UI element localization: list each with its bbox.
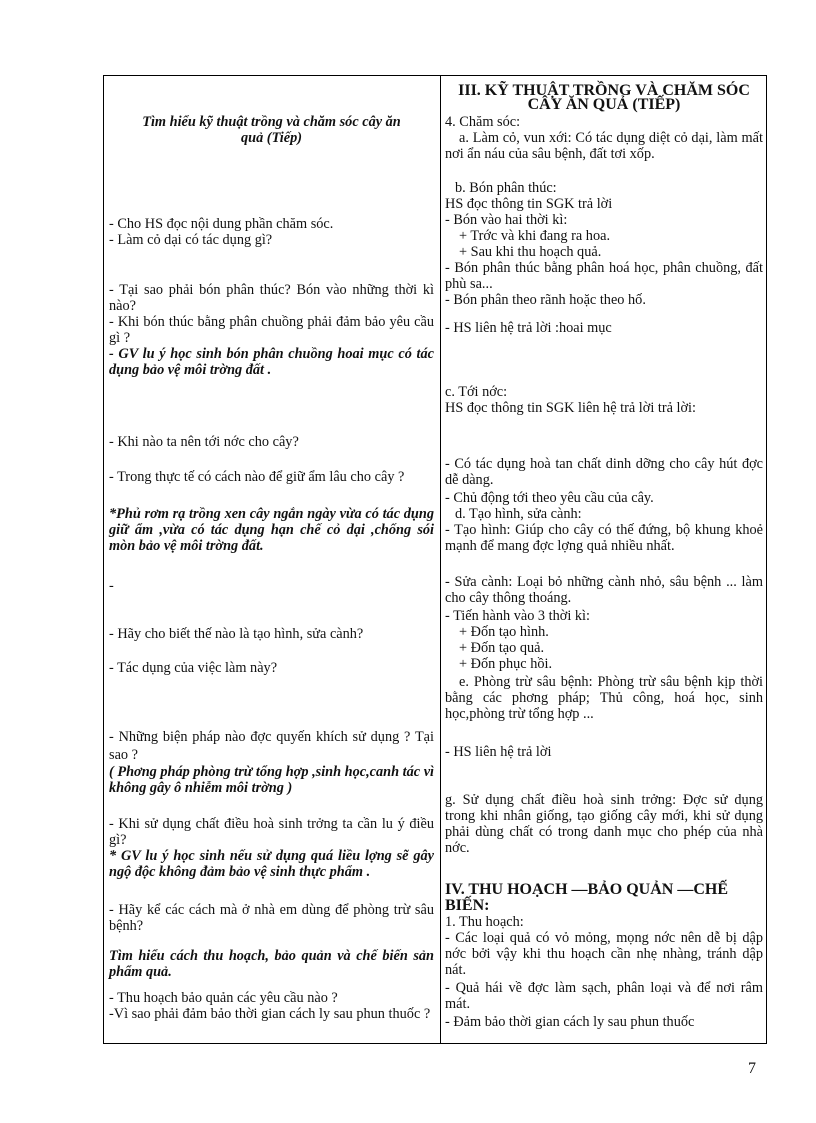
dash-line: -	[109, 578, 114, 594]
subheading: b. Bón phân thúc:	[455, 180, 557, 196]
teacher-note: ( Phơng pháp phòng trừ tổng hợp ,sinh học,canh tác vì không gây ô nhiễm môi trờng )	[109, 764, 435, 796]
section-heading: III. KỸ THUẬT TRỒNG VÀ CHĂM SÓC CÂY ĂN QUẢ (TIẾP)	[458, 82, 750, 113]
content-paragraph: - Đảm bảo thời gian cách ly sau phun thuốc	[445, 1014, 695, 1030]
content-line: - Bón phân theo rãnh hoặc theo hố.	[445, 292, 646, 308]
subheading: 4. Chăm sóc:	[445, 114, 521, 130]
content-paragraph: - Quả hái về đợc làm sạch, phân loại và để nơi râm mát.	[445, 980, 763, 1012]
content-paragraph: - Tạo hình: Giúp cho cây có thế đứng, bộ khung khoẻ mạnh để mang đợc lợng quả nhiều nhất.	[445, 522, 763, 554]
question-line: - Những biện pháp nào đợc quyến khích sử dụng ? Tại sao ?	[109, 729, 434, 763]
content-line: + Trớc và khi đang ra hoa.	[459, 228, 611, 244]
content-paragraph: - Bón phân thúc bằng phân hoá học, phân chuồng, đất phù sa...	[445, 260, 763, 292]
section-title: Tìm hiểu cách thu hoạch, bảo quản và chế biến sản phẩm quả.	[109, 948, 434, 980]
question-line: - Thu hoạch bảo quản các yêu cầu nào ?	[109, 990, 338, 1006]
content-line: + Đốn tạo quả.	[459, 640, 545, 656]
page-number: 7	[748, 1060, 756, 1077]
teacher-note: - GV lu ý học sinh bón phân chuồng hoai mục có tác dụng bảo vệ môi trờng đất .	[109, 346, 434, 378]
content-line: - Bón vào hai thời kì:	[445, 212, 568, 228]
content-line: - HS liên hệ trả lời :hoai mục	[445, 320, 612, 336]
question-line: - Khi sử dụng chất điều hoà sinh trởng ta cần lu ý điều gì?	[109, 816, 434, 848]
question-line: - Khi nào ta nên tới nớc cho cây?	[109, 434, 299, 450]
teacher-note: * GV lu ý học sinh nếu sử dụng quá liều lợng sẽ gây ngộ độc không đảm bảo vệ sinh thực phẩm .	[109, 848, 434, 880]
subheading: c. Tới nớc:	[445, 384, 508, 400]
teacher-note: *Phủ rơm rạ trồng xen cây ngắn ngày vừa có tác dụng giữ ẩm ,vừa có tác dụng hạn chế cỏ dại ,chống sói mòn bảo vệ môi trờng đất.	[109, 506, 434, 554]
subheading: d. Tạo hình, sửa cành:	[455, 506, 582, 522]
content-line: + Đốn phục hồi.	[459, 656, 553, 672]
column-divider	[440, 76, 441, 1043]
question-line: - Hãy kể các cách mà ở nhà em dùng để phòng trừ sâu bệnh?	[109, 902, 434, 934]
question-line: - Trong thực tế có cách nào để giữ ẩm lâu cho cây ?	[109, 469, 405, 485]
question-line: - Tại sao phải bón phân thúc? Bón vào những thời kì nào?	[109, 282, 434, 314]
section-heading: IV. THU HOẠCH —BẢO QUẢN —CHẾ BIẾN:	[445, 881, 728, 914]
content-paragraph: - Sửa cành: Loại bỏ những cành nhỏ, sâu bệnh ... làm cho cây thông thoáng.	[445, 574, 763, 606]
content-line: - Chủ động tới theo yêu cầu của cây.	[445, 490, 654, 506]
content-line: - HS liên hệ trả lời	[445, 744, 552, 760]
content-paragraph: - Các loại quả có vỏ mỏng, mọng nớc nên dễ bị dập nớc bởi vậy khi thu hoạch cần nhẹ nhàng, tránh dập nát.	[445, 930, 763, 978]
question-line: -Vì sao phải đảm bảo thời gian cách ly sau phun thuốc ?	[109, 1006, 431, 1022]
content-paragraph: e. Phòng trừ sâu bệnh: Phòng trừ sâu bệnh kịp thời bằng các phơng pháp; Thủ công, hoá học, sinh học,phòng trừ tổng hợp ...	[445, 674, 763, 722]
content-table	[103, 75, 767, 1044]
content-line: - Tiến hành vào 3 thời kì:	[445, 608, 590, 624]
content-line: HS đọc thông tin SGK trả lời	[445, 196, 613, 212]
subheading: 1. Thu hoạch:	[445, 914, 524, 930]
content-paragraph: HS đọc thông tin SGK liên hệ trả lời trả lời:	[445, 400, 696, 416]
content-line: + Đốn tạo hình.	[459, 624, 549, 640]
question-line: - Cho HS đọc nội dung phần chăm sóc.	[109, 216, 334, 232]
question-line: - Làm cỏ dại có tác dụng gì?	[109, 232, 273, 248]
content-paragraph: a. Làm cỏ, vun xới: Có tác dụng diệt cỏ dại, làm mất nơi ẩn náu của sâu bệnh, đất tơi xốp.	[445, 130, 763, 162]
question-line: - Tác dụng của việc làm này?	[109, 660, 278, 676]
question-line: - Hãy cho biết thế nào là tạo hình, sửa cành?	[109, 626, 364, 642]
student-activities-column	[445, 76, 763, 1043]
content-paragraph: g. Sử dụng chất điều hoà sinh trởng: Đợc sử dụng trong khi nhân giống, tạo giống cây mới, khi sử dụng phải dùng chất có trong danh mục cho phép của nhà nớc.	[445, 792, 763, 856]
content-line: + Sau khi thu hoạch quả.	[459, 244, 602, 260]
section-title: Tìm hiểu kỹ thuật trồng và chăm sóc cây ăn quả (Tiếp)	[142, 114, 401, 146]
question-line: - Khi bón thúc bằng phân chuồng phải đảm bảo yêu cầu gì ?	[109, 314, 434, 346]
content-paragraph: - Có tác dụng hoà tan chất dinh dỡng cho cây hút đợc dễ dàng.	[445, 456, 763, 488]
teacher-activities-column	[109, 76, 434, 1043]
